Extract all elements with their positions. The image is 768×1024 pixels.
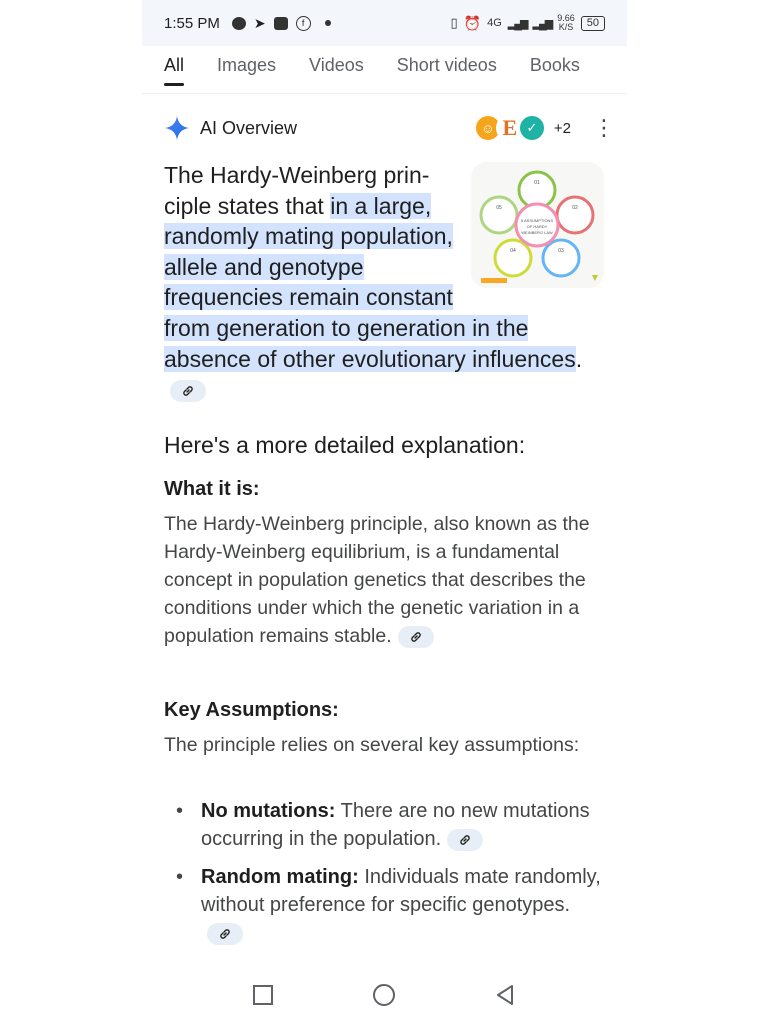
signal-icon: ▂▄▆ <box>507 17 527 30</box>
link-icon <box>218 927 232 941</box>
recent-apps-icon[interactable] <box>251 983 275 1007</box>
assumption-text: Individuals mate randomly, without preference for specific genotypes. <box>201 866 601 916</box>
system-nav-bar <box>0 965 768 1024</box>
status-time: 1:55 PM <box>164 14 220 32</box>
link-icon <box>181 384 195 398</box>
svg-text:03: 03 <box>558 248 564 254</box>
net-speed: 9.66 <box>557 13 575 23</box>
tab-short-videos[interactable]: Short videos <box>396 55 497 75</box>
citation-link-button[interactable] <box>207 923 243 945</box>
summary-text-end: . <box>575 345 583 372</box>
telegram-icon: ➤ <box>253 14 266 31</box>
tab-all[interactable]: All <box>164 46 184 85</box>
more-notifications-icon <box>325 20 331 26</box>
what-it-is-heading: What it is: <box>164 478 260 500</box>
svg-text:05: 05 <box>496 205 502 211</box>
ai-overview-header <box>164 112 615 144</box>
back-icon[interactable] <box>493 983 517 1007</box>
alarm-icon: ⏰ <box>463 14 482 31</box>
key-assumptions-heading: Key Assumptions: <box>164 699 339 721</box>
citation-link-button[interactable] <box>398 626 434 648</box>
more-sources-count[interactable]: +2 <box>553 119 571 137</box>
citation-link-button[interactable] <box>447 829 483 851</box>
facebook-icon: f <box>296 16 311 31</box>
source-favicon-3-icon[interactable]: ✓ <box>518 114 546 142</box>
list-item <box>164 797 604 853</box>
signal-icon-2: ▂▄▆ <box>532 17 552 30</box>
more-options-icon[interactable]: ⋮ <box>593 115 615 140</box>
list-item <box>164 863 604 947</box>
assumption-title: No mutations: <box>201 800 336 822</box>
svg-text:02: 02 <box>572 205 578 211</box>
ai-overview-summary <box>164 160 604 405</box>
source-favicon-1-icon[interactable]: ☺ <box>474 114 502 142</box>
phone-screen <box>142 0 627 965</box>
network-type: 4G <box>487 17 502 29</box>
citation-link-button[interactable] <box>170 380 206 402</box>
assumptions-diagram-image <box>471 162 604 288</box>
what-it-is-text: The Hardy-Weinberg principle, also known as the Hardy-Weinberg equilibrium, is a fundamental concept in population genetics that describes the conditions under which the genetic variation in a population remains stable. <box>164 513 590 647</box>
what-it-is-paragraph <box>164 510 609 650</box>
svg-text:OF HARDY: OF HARDY <box>526 224 548 229</box>
summary-text-start: The Hardy-Weinberg principle states that <box>164 162 430 219</box>
svg-text:01: 01 <box>534 180 540 186</box>
detail-heading: Here's a more detailed explanation: <box>164 432 526 458</box>
status-bar <box>142 0 627 46</box>
ai-overview-label: AI Overview <box>200 117 298 138</box>
net-speed-unit: K/S <box>558 22 574 32</box>
assumption-text: There are no new mutations occurring in the population. <box>201 800 590 850</box>
home-icon[interactable] <box>372 983 396 1007</box>
app-notification-icon <box>274 17 288 30</box>
source-icons[interactable] <box>474 114 571 142</box>
link-icon <box>409 630 423 644</box>
assumption-title: Random mating: <box>201 866 359 888</box>
vibrate-icon: ▯ <box>450 15 458 30</box>
key-assumptions-intro: The principle relies on several key assumptions: <box>164 734 580 756</box>
tab-images[interactable]: Images <box>217 55 277 75</box>
svg-text:04: 04 <box>510 248 516 254</box>
search-tabs <box>142 46 627 94</box>
tab-videos[interactable]: Videos <box>309 55 364 75</box>
overview-thumbnail[interactable] <box>471 162 604 288</box>
gemini-sparkle-icon <box>164 115 190 141</box>
tab-books[interactable]: Books <box>529 55 580 75</box>
chat-notification-icon <box>232 17 246 30</box>
source-favicon-2-icon[interactable]: E <box>496 114 524 142</box>
link-icon <box>458 833 472 847</box>
svg-text:WEINBERG LAW: WEINBERG LAW <box>521 230 553 235</box>
svg-text:5 ASSUMPTIONS: 5 ASSUMPTIONS <box>520 218 554 223</box>
summary-highlight: in a large, randomly mating population, allele and genotype frequencies remain constant from generation to generation in the absence of other evolutionary influences <box>164 192 576 372</box>
battery-indicator: 50 <box>581 16 605 31</box>
assumptions-list <box>164 797 604 957</box>
